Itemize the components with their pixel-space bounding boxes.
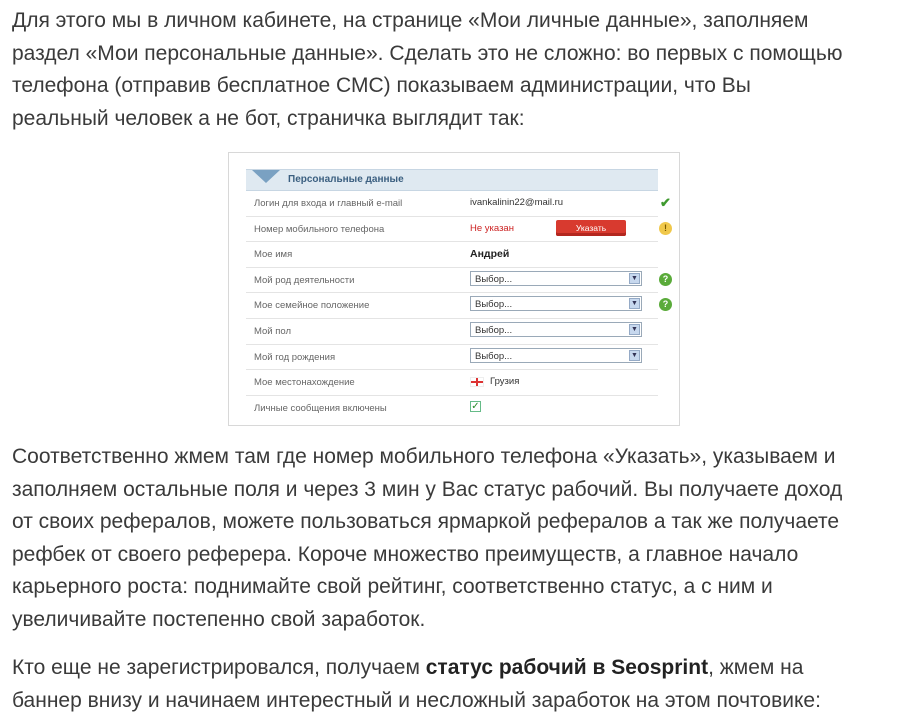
checkbox-checked-icon[interactable]: ✓ [471, 400, 480, 412]
form-row-location [246, 370, 658, 396]
form-row-phone [246, 217, 667, 243]
form-row-birth-year [246, 345, 658, 371]
field-label: Номер мобильного телефона [254, 223, 385, 235]
text-line: Соответственно жмем там где номер мобильного телефона «Указать», указываем и [12, 445, 836, 468]
text-line: баннер внизу и начинаем интерестный и несложный заработок на этом почтовике: [12, 688, 821, 712]
chevron-down-icon: ▼ [629, 350, 640, 361]
text-segment: , жмем на [708, 656, 804, 679]
chevron-down-icon: ▼ [629, 273, 640, 284]
collapse-triangle-icon [252, 170, 280, 183]
chevron-down-icon: ▼ [629, 324, 640, 335]
text-line: Для этого мы в личном кабинете, на странице «Мои личные данные», заполняем [12, 9, 809, 32]
personal-data-screenshot [228, 152, 680, 426]
paragraph-call-to-action [12, 652, 894, 717]
text-line: реальный человек а не бот, страничка выглядит так: [12, 106, 525, 130]
gender-select[interactable] [470, 322, 642, 337]
form-row-messages [246, 396, 658, 421]
occupation-select[interactable] [470, 271, 642, 286]
phone-status: Не указан [470, 222, 514, 234]
text-line: раздел «Мои персональные данные». Сделать это не сложно: во первых с помощью [12, 41, 843, 65]
field-label: Личные сообщения включены [254, 402, 387, 414]
field-label: Мой пол [254, 325, 292, 337]
bold-status-text: статус рабочий в Seosprint [425, 656, 709, 679]
form-header [246, 169, 658, 191]
form-row-occupation [246, 268, 669, 294]
field-label: Мое семейное положение [254, 300, 370, 312]
select-value: Выбор... [475, 273, 513, 285]
paragraph-intro [12, 5, 894, 135]
text-line: карьерного роста: поднимайте свой рейтинг, соответственно статус, а с ним и [12, 575, 773, 598]
field-label: Мой год рождения [254, 351, 336, 363]
location-text: Грузия [490, 376, 520, 388]
text-line: увеличивайте постепенно свой заработок. [12, 607, 426, 631]
paragraph-explanation [12, 441, 894, 636]
form-row-gender [246, 319, 658, 345]
select-value: Выбор... [475, 324, 513, 336]
form-row-marital [246, 293, 669, 319]
check-icon: ✔ [660, 195, 671, 210]
location-value [470, 376, 519, 387]
field-label: Мое имя [254, 249, 293, 261]
personal-data-form [246, 169, 671, 420]
field-label: Мое местонахождение [254, 377, 355, 389]
form-row-name [246, 242, 658, 268]
text-line: от своих рефералов, можете пользоваться ярмаркой рефералов а так же получаете [12, 510, 840, 533]
georgia-flag-icon [470, 377, 484, 387]
question-icon[interactable]: ? [659, 298, 672, 311]
warning-icon: ! [659, 222, 672, 235]
form-row-login [246, 191, 671, 217]
chevron-down-icon: ▼ [629, 298, 640, 309]
email-value: ivankalinin22@mail.ru [470, 197, 564, 208]
specify-phone-button[interactable]: Указать [556, 220, 626, 236]
text-line: рефбек от своего реферера. Короче множество преимуществ, а главное начало [12, 542, 799, 566]
field-label: Логин для входа и главный e-mail [254, 198, 403, 209]
birth-year-select[interactable] [470, 348, 642, 363]
select-value: Выбор... [475, 299, 513, 311]
marital-status-select[interactable] [470, 296, 642, 311]
form-title: Персональные данные [288, 174, 404, 185]
select-value: Выбор... [475, 350, 513, 362]
question-icon[interactable]: ? [659, 273, 672, 286]
field-label: Мой род деятельности [254, 274, 355, 286]
name-value: Андрей [470, 248, 510, 261]
text-line: телефона (отправив бесплатное СМС) показываем администрации, что Вы [12, 74, 751, 97]
text-line [12, 652, 894, 685]
text-segment: Кто еще не зарегистрировался, получаем [12, 656, 426, 679]
text-line: заполняем остальные поля и через 3 мин у Вас статус рабочий. Вы получаете доход [12, 477, 843, 501]
